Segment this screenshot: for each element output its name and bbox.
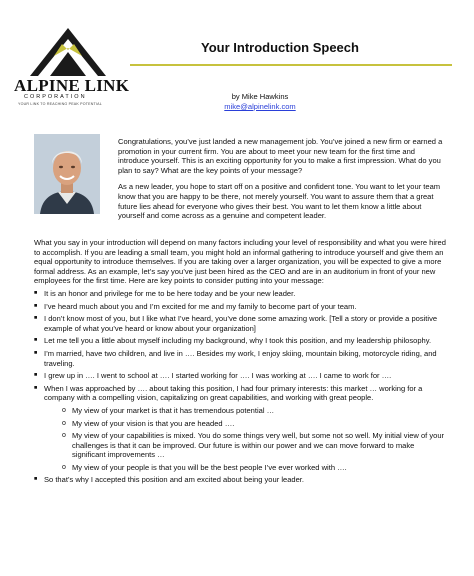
author-photo	[34, 134, 100, 214]
sub-list-item: o My view of your vision is that you are headed ….	[62, 419, 448, 429]
intro-paragraph: As a new leader, you hope to start off on a positive and confident tone. You want to let your team know that you are happy to be there, not merely yourself. You want to assure them that a great future lies ahead for everyone who gives their best. You want to let them know a little about yourself and come across as a genuine and competent leader.	[118, 182, 441, 221]
logo-tagline: YOUR LINK TO REACHING PEAK POTENTIAL	[18, 102, 102, 106]
author-name: by Mike Hawkins	[231, 92, 289, 101]
list-item	[34, 384, 448, 473]
list-item: ■ It is an honor and privilege for me to be here today and be your new leader.	[34, 289, 448, 299]
body-section	[34, 238, 448, 488]
intro-section	[118, 137, 448, 228]
list-item: ■ I’ve heard much about you and I’m excited for me and my family to become part of your team.	[34, 302, 448, 312]
document-title: Your Introduction Speech	[201, 40, 359, 55]
logo-corporation: CORPORATION	[24, 94, 87, 100]
alpine-link-logo	[14, 26, 130, 108]
list-item: ■ Let me tell you a little about myself including my background, why I took this position, and my leadership philosophy.	[34, 336, 448, 346]
list-item: ■ I don’t know most of you, but I like what I’ve heard, you’ve done some amazing work. [Tell a story or provide a positive example of what you’ve heard or know about your organization]	[34, 314, 448, 333]
portrait-image	[34, 134, 100, 214]
list-item: ■ So that’s why I accepted this position and am excited about being your leader.	[34, 475, 448, 485]
logo-name: ALPINE LINK	[14, 76, 130, 95]
sub-list-item: o My view of your capabilities is mixed. You do some things very well, but some not so well. My initial view of your challenges is that it can be improved. Our future is within our power and we can move forward to make significant improvements …	[62, 431, 448, 460]
sub-list	[62, 406, 448, 473]
byline	[160, 92, 360, 111]
key-points-list	[34, 289, 448, 485]
list-item-text: When I was approached by …. about taking this position, I had four primary interests: this market … working for a company with a compelling vision, capitalizing on great capabilities, and working with great people.	[44, 383, 423, 403]
body-paragraph: What you say in your introduction will depend on many factors including your level of responsibility and what you were hired to accomplish. If you are leading a small team, you might hold an informal gathering to introduce yourself and give them an equal opportunity to introduce themselves. If you are taking over a larger organization, you will be expected to give a more formal address. As an example, let’s say you’ve just been hired as the CEO and are in an auditorium in front of your new employees for the first time. Here are key points to consider putting into your message:	[34, 238, 446, 286]
mountain-logo-icon	[30, 26, 106, 76]
list-item: ■ I’m married, have two children, and live in …. Besides my work, I enjoy skiing, mountain biking, motorcycle riding, and traveling.	[34, 349, 448, 368]
sub-list-item: o My view of your market is that it has tremendous potential …	[62, 406, 448, 416]
list-item: ■ I grew up in …. I went to school at …. I started working for …. I was working at …. I came to work for ….	[34, 371, 448, 381]
sub-list-item: o My view of your people is that you will be the best people I’ve ever worked with ….	[62, 463, 448, 473]
intro-paragraph: Congratulations, you’ve just landed a new management job. You’ve joined a new firm or earned a promotion in your current firm. You are about to meet your new team for the first time and introduce yourself. This is an exciting opportunity for you to make a first impression. What do you plan to say? What are the key points of your message?	[118, 137, 443, 175]
title-rule	[130, 64, 452, 66]
author-email-link[interactable]: mike@alpinelink.com	[224, 101, 296, 111]
